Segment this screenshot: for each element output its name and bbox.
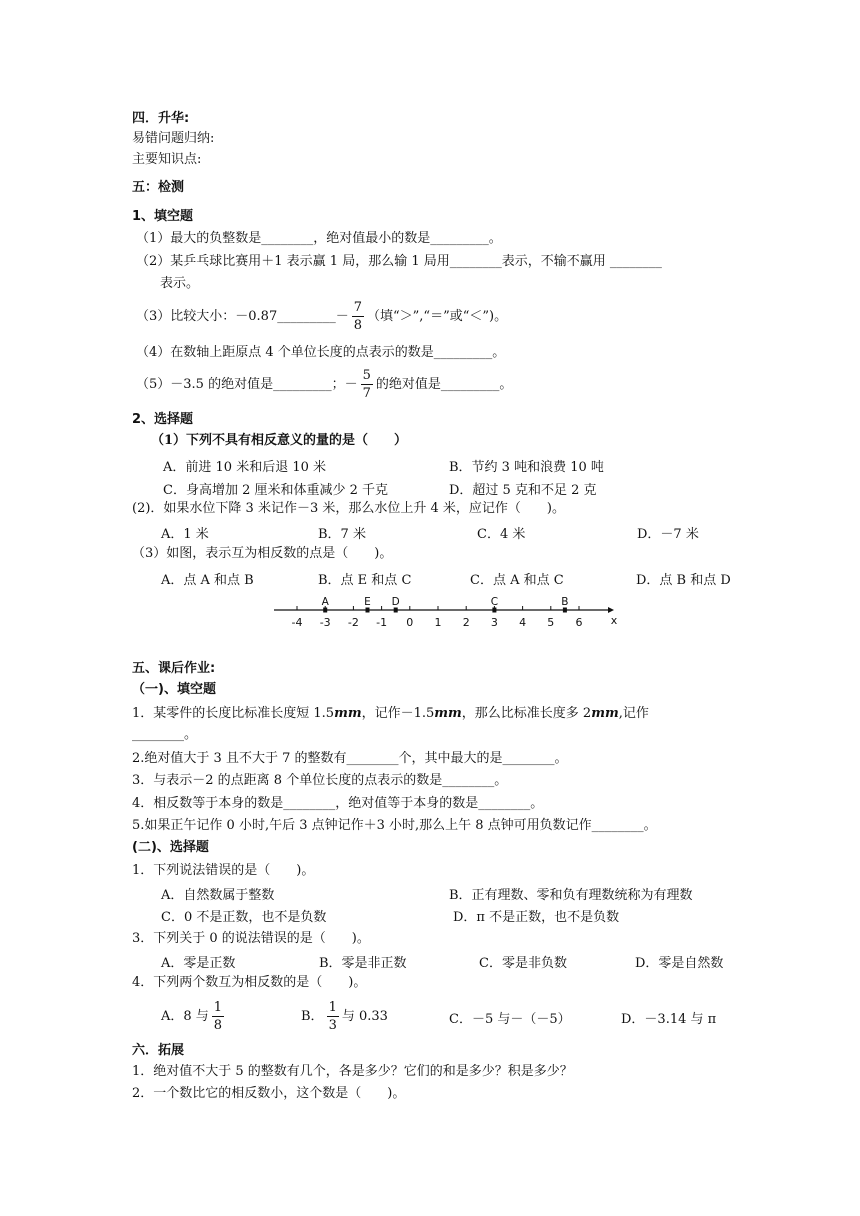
number-line-tick-label: 0 (406, 616, 414, 629)
homework-c3-b: B．零是非正数 (319, 956, 407, 971)
number-line-tick-label: -1 (376, 616, 388, 629)
homework-c3-c: C．零是非负数 (479, 956, 567, 971)
fill-q1: （1）最大的负整数是________，绝对值最小的数是_________。 (136, 231, 502, 246)
number-line-tick-label: 6 (575, 616, 583, 629)
choice-q2: (2)．如果水位下降 3 米记作－3 米，那么水位上升 4 米，应记作（ )。 (132, 501, 565, 516)
homework-c4-a: A．8 与 $\frac{1}{8}$ (161, 1000, 223, 1033)
homework-c3-a: A．零是正数 (161, 956, 236, 971)
homework-c4-d: D．－3.14 与 π (621, 1012, 717, 1027)
fill-q5-text: （5）－3.5 的绝对值是_________；－ (136, 377, 358, 392)
homework-f3: 3．与表示－2 的点距离 8 个单位长度的点表示的数是________。 (132, 773, 508, 788)
number-line-point (563, 608, 567, 613)
choice-q2-a: A．1 米 (161, 527, 209, 542)
homework-c3-d: D．零是自然数 (635, 956, 724, 971)
homework-f2: 2.绝对值大于 3 且不大于 7 的整数有________个，其中最大的是________。 (132, 751, 568, 766)
homework-c3: 3．下列关于 0 的说法错误的是（ )。 (132, 931, 370, 946)
fill-q2-cont: 表示。 (160, 276, 200, 291)
choice-q3-d: D．点 B 和点 D (636, 573, 731, 588)
number-line-figure (270, 592, 620, 632)
fraction-1-8: $\frac{1}{8}$ (213, 1000, 223, 1033)
extension-title: 六．拓展 (132, 1043, 185, 1058)
key-points-label: 主要知识点: (132, 152, 202, 167)
number-line-point (394, 608, 398, 613)
fraction-5-7: $\frac{5}{7}$ (362, 368, 371, 401)
fill-q5-tail: 的绝对值是_________。 (375, 377, 513, 392)
homework-fill-title: （一)、填空题 (132, 682, 216, 697)
section-5-title: 五：检测 (132, 180, 185, 195)
fill-q5 (136, 366, 512, 404)
fill-q3 (136, 298, 507, 336)
homework-c1-d: D．π 不是正数，也不是负数 (453, 910, 620, 925)
number-line-tick-label: 4 (519, 616, 527, 629)
section-4-title: 四．升华: (132, 111, 190, 126)
choice-title: 2、选择题 (132, 412, 194, 427)
choice-q2-c: C．4 米 (477, 527, 526, 542)
number-line-tick-label: -3 (319, 616, 331, 629)
homework-c1-c: C．0 不是正数，也不是负数 (161, 910, 327, 925)
homework-title: 五、课后作业: (132, 661, 216, 676)
number-line-point-label: E (364, 596, 371, 608)
fill-q3-hint: （填“＞”,“＝”或“＜”)。 (367, 309, 508, 324)
fill-q3-text: （3）比较大小：－0.87_________－ (136, 309, 349, 324)
number-line-tick-label: -4 (291, 616, 303, 629)
number-line-point (366, 608, 370, 613)
unit-mm: mm (591, 706, 619, 721)
fill-q4: （4）在数轴上距原点 4 个单位长度的点表示的数是_________。 (136, 345, 506, 360)
homework-choice-title: (二)、选择题 (132, 840, 209, 855)
homework-f1: 1．某零件的长度比标准长度短 1.5mm，记作－1.5mm，那么比标准长度多 2mm,记作 (132, 706, 649, 721)
number-line-point-label: B (561, 596, 569, 608)
choice-q1-a: A．前进 10 米和后退 10 米 (163, 460, 327, 475)
choice-q1-b: B．节约 3 吨和浪费 10 吨 (449, 460, 604, 475)
number-line-point-label: A (321, 596, 329, 608)
choice-q3-c: C．点 A 和点 C (470, 573, 564, 588)
number-line-tick-label: -2 (347, 616, 359, 629)
choice-q1-d: D．超过 5 克和不足 2 克 (449, 483, 597, 498)
homework-f1-cont: ________。 (132, 727, 198, 742)
extension-e1: 1．绝对值不大于 5 的整数有几个，各是多少？它们的和是多少？积是多少？ (132, 1064, 573, 1079)
choice-q1-c: C．身高增加 2 厘米和体重减少 2 千克 (163, 483, 389, 498)
homework-c4-b: B． $\frac{1}{3}$ 与 0.33 (301, 1000, 388, 1033)
homework-f4: 4．相反数等于本身的数是________，绝对值等于本身的数是________。 (132, 796, 544, 811)
unit-mm: mm (334, 706, 362, 721)
fraction-1-3: $\frac{1}{3}$ (328, 1000, 337, 1033)
number-line-tick-label: 1 (434, 616, 442, 629)
choice-q3-a: A．点 A 和点 B (161, 573, 254, 588)
number-line-tick-label: 5 (547, 616, 555, 629)
number-line-point (323, 608, 327, 613)
fill-q2: （2）某乒乓球比赛用＋1 表示赢 1 局，那么输 1 局用________表示，不输不赢用 ________ (136, 254, 662, 269)
choice-q2-b: B．7 米 (318, 527, 366, 542)
choice-q3-b: B．点 E 和点 C (318, 573, 412, 588)
homework-f5: 5.如果正午记作 0 小时,午后 3 点钟记作＋3 小时,那么上午 8 点钟可用负数记作________。 (132, 818, 657, 833)
unit-mm: mm (434, 706, 462, 721)
number-line-point-label: C (490, 596, 499, 608)
choice-q3: （3）如图，表示互为相反数的点是（ )。 (132, 546, 393, 561)
homework-c4: 4．下列两个数互为相反数的是（ )。 (132, 975, 367, 990)
extension-e2: 2．一个数比它的相反数小，这个数是（ )。 (132, 1086, 406, 1101)
number-line-point (492, 608, 496, 613)
homework-c1-b: B．正有理数、零和负有理数统称为有理数 (449, 888, 693, 903)
choice-q1: （1）下列不具有相反意义的量的是（ ） (151, 433, 408, 448)
number-line-tick-label: 2 (462, 616, 470, 629)
choice-q2-d: D．－7 米 (637, 527, 699, 542)
fraction-7-8: $\frac{7}{8}$ (353, 300, 362, 333)
fill-blank-title: 1、填空题 (132, 209, 194, 224)
homework-c1: 1．下列说法错误的是（ )。 (132, 863, 315, 878)
homework-c1-a: A．自然数属于整数 (161, 888, 275, 903)
number-line-axis-label: x (610, 614, 618, 627)
number-line-point-label: D (391, 596, 400, 608)
mistakes-summary-label: 易错问题归纳: (132, 131, 215, 146)
homework-c4-c: C．－5 与－（－5） (449, 1012, 571, 1027)
number-line-tick-label: 3 (490, 616, 498, 629)
number-line-arrow (608, 607, 614, 613)
